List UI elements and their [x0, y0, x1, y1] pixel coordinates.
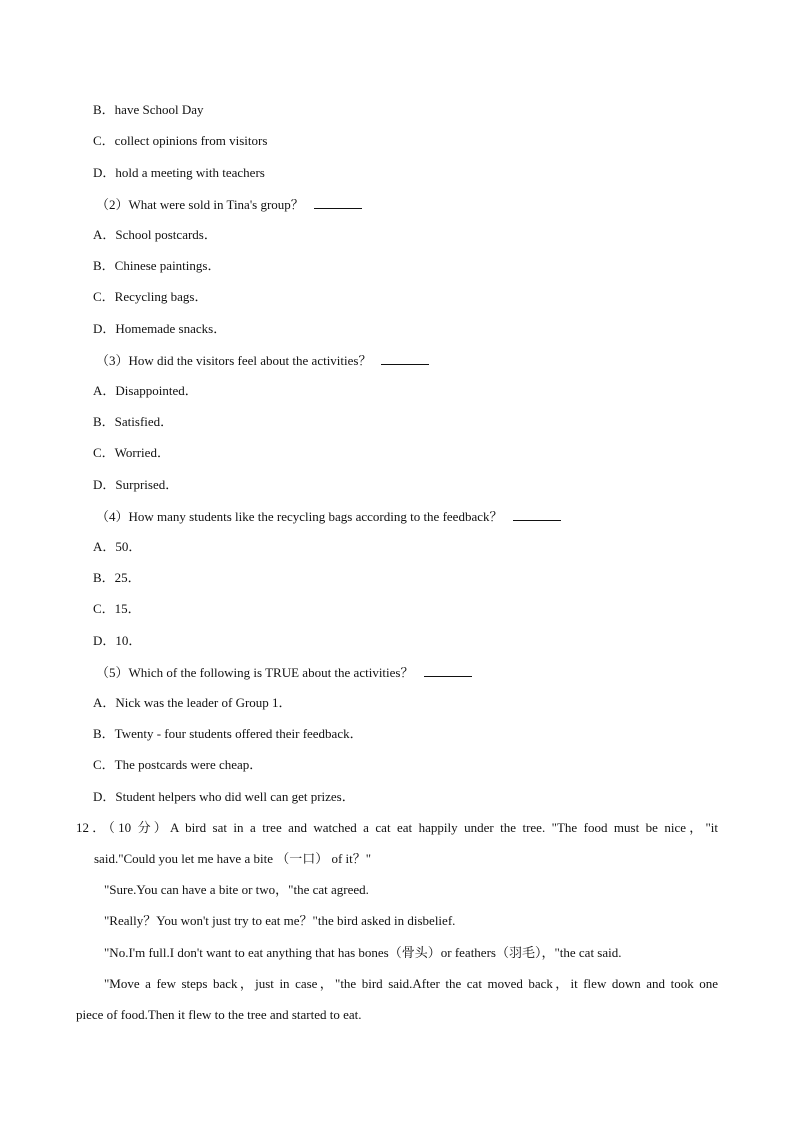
q5-option-b: B．Twenty - four students offered their feedback．: [93, 726, 363, 741]
q1-option-b: B．have School Day: [93, 102, 204, 117]
question-2-stem: （2）What were sold in Tina's group？: [96, 197, 304, 212]
q2-option-b: B．Chinese paintings．: [93, 258, 221, 273]
q2-option-a: A．School postcards．: [93, 227, 217, 242]
passage-line-6: "Move a few steps back，just in case，"the bird said.After the cat moved back，it flew down and took one: [104, 976, 718, 991]
q5-option-c: C．The postcards were cheap．: [93, 757, 263, 772]
q4-option-a: A．50．: [93, 539, 142, 554]
q3-option-d: D．Surprised．: [93, 477, 179, 492]
answer-blank[interactable]: [314, 196, 362, 209]
question-4-stem: （4）How many students like the recycling bags according to the feedback？: [96, 509, 503, 524]
q1-option-c: C．collect opinions from visitors: [93, 133, 268, 148]
passage-line-5: "No.I'm full.I don't want to eat anything that has bones（骨头）or feathers（羽毛），"the cat said.: [104, 945, 622, 960]
q4-option-c: C．15．: [93, 601, 141, 616]
answer-blank[interactable]: [513, 508, 561, 521]
q5-option-d: D．Student helpers who did well can get prizes．: [93, 789, 355, 804]
question-2: [96, 196, 362, 213]
q1-option-d: D．hold a meeting with teachers: [93, 165, 265, 180]
q2-option-c: C．Recycling bags．: [93, 289, 208, 304]
q3-option-a: A．Disappointed．: [93, 383, 198, 398]
question-4: [96, 508, 561, 525]
answer-blank[interactable]: [424, 664, 472, 677]
question-3: [96, 352, 429, 369]
passage-line-7: piece of food.Then it flew to the tree and started to eat.: [76, 1007, 362, 1022]
q4-option-b: B．25．: [93, 570, 141, 585]
q2-option-d: D．Homemade snacks．: [93, 321, 227, 336]
passage-line-2: said."Could you let me have a bite （一口） of it？": [94, 851, 372, 866]
answer-blank[interactable]: [381, 352, 429, 365]
question-5-stem: （5）Which of the following is TRUE about the activities？: [96, 665, 414, 680]
passage-line-3: "Sure.You can have a bite or two，"the cat agreed.: [104, 882, 369, 897]
question-5: [96, 664, 472, 681]
passage-line-1: 12．（10 分）A bird sat in a tree and watched a cat eat happily under the tree. "The food must be nice，"it: [76, 820, 718, 835]
question-3-stem: （3）How did the visitors feel about the activities？: [96, 353, 372, 368]
q3-option-b: B．Satisfied．: [93, 414, 174, 429]
q3-option-c: C．Worried．: [93, 445, 170, 460]
q4-option-d: D．10．: [93, 633, 142, 648]
q5-option-a: A．Nick was the leader of Group 1．: [93, 695, 292, 710]
passage-line-4: "Really？You won't just try to eat me？"the bird asked in disbelief.: [104, 913, 456, 928]
